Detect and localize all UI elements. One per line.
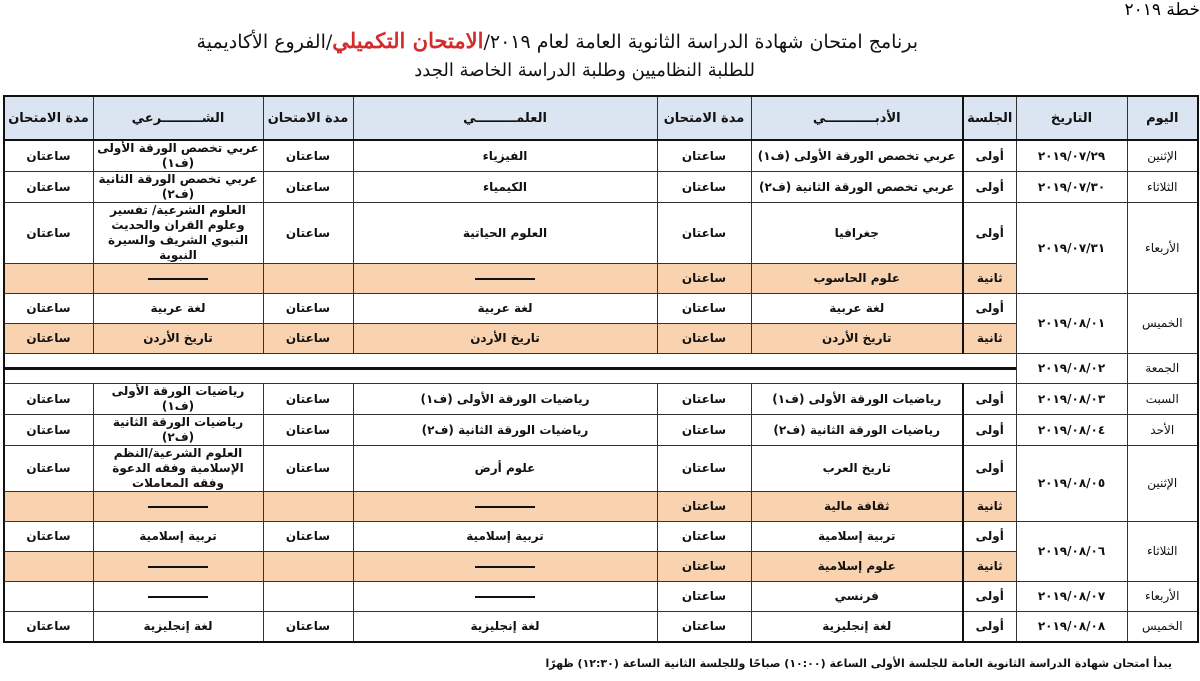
date-cell: ٢٠١٩/٠٧/٣٠ bbox=[1016, 172, 1127, 203]
adabi-subject: رياضيات الورقة الأولى (ف١) bbox=[751, 384, 963, 415]
ilmi-subject: العلوم الحياتية bbox=[353, 203, 657, 264]
ilmi-duration: ساعتان bbox=[263, 384, 353, 415]
adabi-duration: ساعتان bbox=[657, 552, 751, 582]
col-ilmi: العلمـــــــــي bbox=[353, 96, 657, 140]
sharii-duration: ساعتان bbox=[4, 172, 93, 203]
sharii-duration: ساعتان bbox=[4, 324, 93, 354]
sharii-subject bbox=[93, 492, 263, 522]
ilmi-duration: ساعتان bbox=[263, 203, 353, 264]
sharii-subject bbox=[93, 552, 263, 582]
adabi-subject: تربية إسلامية bbox=[751, 522, 963, 552]
ilmi-duration: ساعتان bbox=[263, 294, 353, 324]
ilmi-subject: لغة عربية bbox=[353, 294, 657, 324]
ilmi-duration bbox=[263, 264, 353, 294]
header-row bbox=[4, 96, 1198, 140]
date-cell: ٢٠١٩/٠٨/٠٥ bbox=[1016, 446, 1127, 522]
date-cell: ٢٠١٩/٠٨/٠٨ bbox=[1016, 612, 1127, 643]
sharii-subject: رياضيات الورقة الثانية (ف٢) bbox=[93, 415, 263, 446]
sharii-subject: عربي تخصص الورقة الثانية (ف٢) bbox=[93, 172, 263, 203]
day-cell: الجمعة bbox=[1127, 354, 1198, 384]
adabi-duration: ساعتان bbox=[657, 492, 751, 522]
adabi-subject: رياضيات الورقة الثانية (ف٢) bbox=[751, 415, 963, 446]
col-adabi-duration: مدة الامتحان bbox=[657, 96, 751, 140]
table-row bbox=[4, 172, 1198, 203]
day-cell: السبت bbox=[1127, 384, 1198, 415]
adabi-duration: ساعتان bbox=[657, 324, 751, 354]
sharii-subject: تاريخ الأردن bbox=[93, 324, 263, 354]
day-cell: الثلاثاء bbox=[1127, 522, 1198, 582]
sharii-duration bbox=[4, 264, 93, 294]
no-exam-dash bbox=[148, 596, 208, 598]
date-cell: ٢٠١٩/٠٨/٠٦ bbox=[1016, 522, 1127, 582]
ilmi-duration bbox=[263, 552, 353, 582]
ilmi-subject bbox=[353, 552, 657, 582]
adabi-duration: ساعتان bbox=[657, 294, 751, 324]
sharii-subject: العلوم الشرعية/ تفسير وعلوم القران والحديث النبوي الشريف والسيرة النبوية bbox=[93, 203, 263, 264]
table-row bbox=[4, 384, 1198, 415]
ilmi-subject: رياضيات الورقة الثانية (ف٢) bbox=[353, 415, 657, 446]
adabi-duration: ساعتان bbox=[657, 264, 751, 294]
ilmi-subject: تاريخ الأردن bbox=[353, 324, 657, 354]
ilmi-subject: علوم أرض bbox=[353, 446, 657, 492]
session-cell: أولى bbox=[963, 522, 1016, 552]
exam-schedule-table bbox=[3, 95, 1199, 643]
adabi-duration: ساعتان bbox=[657, 522, 751, 552]
sharii-subject bbox=[93, 264, 263, 294]
session-cell: أولى bbox=[963, 294, 1016, 324]
day-cell: الإثنين bbox=[1127, 446, 1198, 522]
ilmi-duration bbox=[263, 492, 353, 522]
sharii-duration: ساعتان bbox=[4, 140, 93, 172]
session-cell: ثانية bbox=[963, 492, 1016, 522]
ilmi-subject: رياضيات الورقة الأولى (ف١) bbox=[353, 384, 657, 415]
table-row bbox=[4, 354, 1198, 384]
ilmi-duration: ساعتان bbox=[263, 172, 353, 203]
sharii-subject: عربي تخصص الورقة الأولى (ف١) bbox=[93, 140, 263, 172]
session-cell: ثانية bbox=[963, 264, 1016, 294]
adabi-duration: ساعتان bbox=[657, 582, 751, 612]
session-cell: ثانية bbox=[963, 324, 1016, 354]
no-exam-dash bbox=[148, 506, 208, 508]
adabi-duration: ساعتان bbox=[657, 172, 751, 203]
adabi-subject: تاريخ الأردن bbox=[751, 324, 963, 354]
date-cell: ٢٠١٩/٠٧/٣١ bbox=[1016, 203, 1127, 294]
col-adabi: الأدبـــــــــــي bbox=[751, 96, 963, 140]
sharii-duration: ساعتان bbox=[4, 294, 93, 324]
sharii-duration: ساعتان bbox=[4, 384, 93, 415]
adabi-duration: ساعتان bbox=[657, 203, 751, 264]
adabi-subject: ثقافة مالية bbox=[751, 492, 963, 522]
session-cell: أولى bbox=[963, 384, 1016, 415]
adabi-subject: لغة إنجليزية bbox=[751, 612, 963, 643]
title-part2: /الفروع الأكاديمية bbox=[196, 31, 333, 53]
col-session: الجلسة bbox=[963, 96, 1016, 140]
sharii-subject: العلوم الشرعية/النظم الإسلامية وفقه الدعوة وفقه المعاملات bbox=[93, 446, 263, 492]
ilmi-subject bbox=[353, 492, 657, 522]
ilmi-subject bbox=[353, 264, 657, 294]
sharii-subject: لغة إنجليزية bbox=[93, 612, 263, 643]
table-row bbox=[4, 140, 1198, 172]
day-cell: الإثنين bbox=[1127, 140, 1198, 172]
sharii-duration bbox=[4, 582, 93, 612]
no-exam-dash bbox=[475, 566, 535, 568]
ilmi-duration: ساعتان bbox=[263, 415, 353, 446]
date-cell: ٢٠١٩/٠٨/٠٤ bbox=[1016, 415, 1127, 446]
no-exam-dash bbox=[148, 566, 208, 568]
sharii-duration bbox=[4, 492, 93, 522]
document-subtitle: للطلبة النظاميين وطلبة الدراسة الخاصة الجدد bbox=[414, 60, 755, 81]
friday-empty bbox=[4, 354, 1016, 384]
session-cell: أولى bbox=[963, 140, 1016, 172]
ilmi-duration: ساعتان bbox=[263, 446, 353, 492]
col-day: اليوم bbox=[1127, 96, 1198, 140]
day-cell: الخميس bbox=[1127, 612, 1198, 643]
sharii-subject: تربية إسلامية bbox=[93, 522, 263, 552]
adabi-subject: فرنسي bbox=[751, 582, 963, 612]
session-cell: أولى bbox=[963, 612, 1016, 643]
col-date: التاريخ bbox=[1016, 96, 1127, 140]
ilmi-duration: ساعتان bbox=[263, 612, 353, 643]
day-cell: الأحد bbox=[1127, 415, 1198, 446]
session-cell: أولى bbox=[963, 172, 1016, 203]
ilmi-duration: ساعتان bbox=[263, 140, 353, 172]
sharii-duration: ساعتان bbox=[4, 203, 93, 264]
session-cell: أولى bbox=[963, 415, 1016, 446]
adabi-subject: عربي تخصص الورقة الثانية (ف٢) bbox=[751, 172, 963, 203]
adabi-duration: ساعتان bbox=[657, 384, 751, 415]
plan-label: خطة ٢٠١٩ bbox=[1124, 0, 1200, 20]
session-cell: أولى bbox=[963, 582, 1016, 612]
col-sharii-duration: مدة الامتحان bbox=[4, 96, 93, 140]
sharii-subject bbox=[93, 582, 263, 612]
no-exam-line bbox=[5, 367, 1016, 370]
session-cell: أولى bbox=[963, 446, 1016, 492]
day-cell: الثلاثاء bbox=[1127, 172, 1198, 203]
ilmi-duration bbox=[263, 582, 353, 612]
no-exam-dash bbox=[475, 506, 535, 508]
adabi-subject: تاريخ العرب bbox=[751, 446, 963, 492]
adabi-duration: ساعتان bbox=[657, 446, 751, 492]
col-ilmi-duration: مدة الامتحان bbox=[263, 96, 353, 140]
table-row bbox=[4, 446, 1198, 492]
sharii-duration: ساعتان bbox=[4, 446, 93, 492]
sharii-subject: لغة عربية bbox=[93, 294, 263, 324]
ilmi-subject: لغة إنجليزية bbox=[353, 612, 657, 643]
date-cell: ٢٠١٩/٠٨/٠٢ bbox=[1016, 354, 1127, 384]
adabi-duration: ساعتان bbox=[657, 140, 751, 172]
document-title bbox=[197, 28, 918, 53]
footnote: يبدأ امتحان شهادة الدراسة الثانوية العامة للجلسة الأولى الساعة (١٠:٠٠) صباحًا وللجلسة الثانية الساعة (١٢:٣٠) ظهرًا bbox=[545, 657, 1172, 670]
table-row bbox=[4, 203, 1198, 264]
title-part1: برنامج امتحان شهادة الدراسة الثانوية العامة لعام ٢٠١٩/ bbox=[483, 31, 918, 53]
date-cell: ٢٠١٩/٠٧/٢٩ bbox=[1016, 140, 1127, 172]
sharii-subject: رياضيات الورقة الأولى (ف١) bbox=[93, 384, 263, 415]
adabi-subject: علوم إسلامية bbox=[751, 552, 963, 582]
session-cell: ثانية bbox=[963, 552, 1016, 582]
day-cell: الأربعاء bbox=[1127, 203, 1198, 294]
table-row bbox=[4, 522, 1198, 552]
ilmi-subject: تربية إسلامية bbox=[353, 522, 657, 552]
session-cell: أولى bbox=[963, 203, 1016, 264]
no-exam-dash bbox=[475, 278, 535, 280]
no-exam-dash bbox=[475, 596, 535, 598]
sharii-duration: ساعتان bbox=[4, 415, 93, 446]
adabi-duration: ساعتان bbox=[657, 612, 751, 643]
adabi-subject: علوم الحاسوب bbox=[751, 264, 963, 294]
sharii-duration bbox=[4, 552, 93, 582]
table-row bbox=[4, 612, 1198, 643]
sharii-duration: ساعتان bbox=[4, 612, 93, 643]
date-cell: ٢٠١٩/٠٨/٠٣ bbox=[1016, 384, 1127, 415]
day-cell: الخميس bbox=[1127, 294, 1198, 354]
adabi-subject: لغة عربية bbox=[751, 294, 963, 324]
date-cell: ٢٠١٩/٠٨/٠١ bbox=[1016, 294, 1127, 354]
ilmi-duration: ساعتان bbox=[263, 324, 353, 354]
table-row bbox=[4, 582, 1198, 612]
ilmi-subject bbox=[353, 582, 657, 612]
adabi-duration: ساعتان bbox=[657, 415, 751, 446]
table-row bbox=[4, 415, 1198, 446]
day-cell: الأربعاء bbox=[1127, 582, 1198, 612]
title-highlight: الامتحان التكميلي bbox=[332, 28, 484, 53]
no-exam-dash bbox=[148, 278, 208, 280]
adabi-subject: جغرافيا bbox=[751, 203, 963, 264]
col-sharii: الشـــــــــرعي bbox=[93, 96, 263, 140]
ilmi-duration: ساعتان bbox=[263, 522, 353, 552]
date-cell: ٢٠١٩/٠٨/٠٧ bbox=[1016, 582, 1127, 612]
sharii-duration: ساعتان bbox=[4, 522, 93, 552]
ilmi-subject: الفيزياء bbox=[353, 140, 657, 172]
adabi-subject: عربي تخصص الورقة الأولى (ف١) bbox=[751, 140, 963, 172]
table-row bbox=[4, 294, 1198, 324]
ilmi-subject: الكيمياء bbox=[353, 172, 657, 203]
